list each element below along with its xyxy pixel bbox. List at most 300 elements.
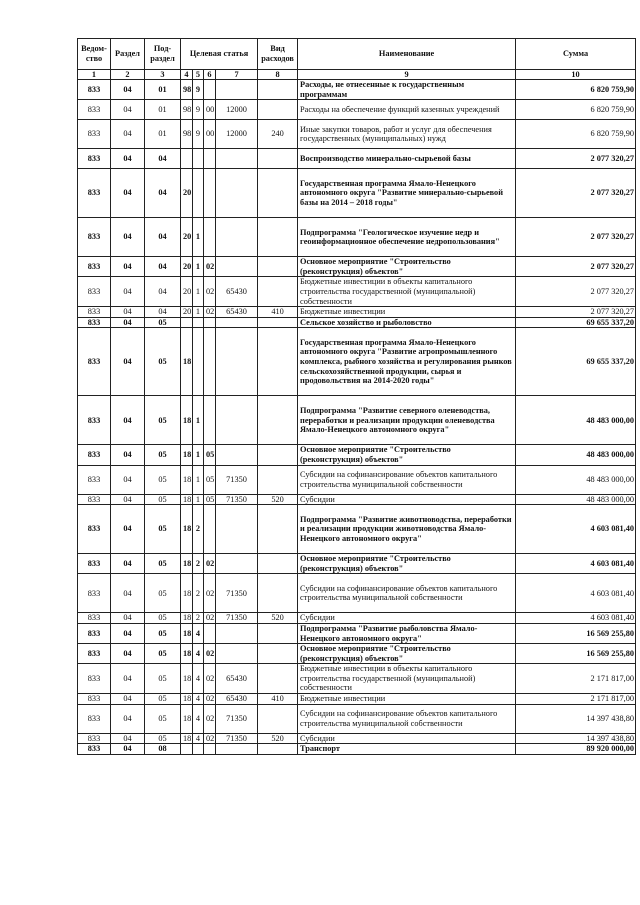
cell-podrazdel: 04 — [145, 277, 181, 307]
table-row — [78, 505, 636, 554]
cell-ved: 833 — [78, 613, 111, 624]
cell-vid: 520 — [258, 494, 298, 505]
cell-sum: 2 171 817,00 — [516, 694, 636, 705]
cell-cs-a: 18 — [181, 694, 193, 705]
table-row — [78, 445, 636, 465]
cell-name: Подпрограмма "Развитие рыболовства Ямало-Ненецкого автономного округа" — [298, 623, 516, 643]
cell-sum: 4 603 081,40 — [516, 613, 636, 624]
cell-cs-a: 18 — [181, 704, 193, 733]
cell-cs-a: 20 — [181, 169, 193, 218]
cell-name: Воспроизводство минерально-сырьевой базы — [298, 149, 516, 169]
cell-cs-a — [181, 149, 193, 169]
cell-podrazdel: 04 — [145, 149, 181, 169]
cell-cs-a: 18 — [181, 664, 193, 694]
cell-ved: 833 — [78, 664, 111, 694]
cell-cs-c — [204, 169, 216, 218]
cell-cs-d: 71350 — [216, 613, 258, 624]
cell-razdel: 04 — [111, 80, 145, 100]
cell-cs-a: 18 — [181, 465, 193, 494]
cell-cs-c: 02 — [204, 704, 216, 733]
colnum: 7 — [216, 70, 258, 80]
cell-sum: 2 077 320,27 — [516, 277, 636, 307]
cell-razdel: 04 — [111, 317, 145, 328]
cell-podrazdel: 05 — [145, 465, 181, 494]
cell-sum: 2 077 320,27 — [516, 257, 636, 277]
table-row — [78, 644, 636, 664]
cell-cs-c: 02 — [204, 694, 216, 705]
cell-cs-b: 1 — [193, 396, 204, 445]
cell-vid — [258, 149, 298, 169]
cell-name: Субсидии — [298, 613, 516, 624]
cell-cs-d: 12000 — [216, 120, 258, 149]
cell-podrazdel: 05 — [145, 613, 181, 624]
table-row — [78, 218, 636, 257]
header-razdel: Раздел — [111, 39, 145, 70]
cell-vid — [258, 100, 298, 120]
cell-cs-c: 05 — [204, 445, 216, 465]
cell-vid — [258, 169, 298, 218]
cell-cs-c — [204, 149, 216, 169]
cell-razdel: 04 — [111, 218, 145, 257]
cell-cs-c: 02 — [204, 307, 216, 318]
cell-cs-d — [216, 149, 258, 169]
cell-ved: 833 — [78, 733, 111, 744]
table-row — [78, 100, 636, 120]
cell-cs-b: 2 — [193, 613, 204, 624]
cell-cs-a — [181, 744, 193, 755]
cell-cs-c: 02 — [204, 733, 216, 744]
table-row — [78, 574, 636, 613]
cell-name: Основное мероприятие "Строительство (реконструкция) объектов" — [298, 445, 516, 465]
cell-podrazdel: 05 — [145, 574, 181, 613]
table-row — [78, 733, 636, 744]
cell-cs-d: 71350 — [216, 494, 258, 505]
cell-cs-a: 18 — [181, 328, 193, 396]
cell-ved: 833 — [78, 465, 111, 494]
cell-name: Основное мероприятие "Строительство (реконструкция) объектов" — [298, 257, 516, 277]
cell-razdel: 04 — [111, 704, 145, 733]
cell-podrazdel: 05 — [145, 317, 181, 328]
cell-vid — [258, 554, 298, 574]
cell-sum: 2 077 320,27 — [516, 169, 636, 218]
cell-cs-a: 20 — [181, 277, 193, 307]
cell-sum: 4 603 081,40 — [516, 505, 636, 554]
cell-cs-d — [216, 80, 258, 100]
cell-razdel: 04 — [111, 554, 145, 574]
cell-sum: 6 820 759,90 — [516, 100, 636, 120]
cell-ved: 833 — [78, 80, 111, 100]
colnum: 8 — [258, 70, 298, 80]
cell-podrazdel: 05 — [145, 445, 181, 465]
cell-cs-a: 20 — [181, 218, 193, 257]
cell-name: Основное мероприятие "Строительство (реконструкция) объектов" — [298, 644, 516, 664]
cell-cs-c: 05 — [204, 465, 216, 494]
header-ved: Ведом-ство — [78, 39, 111, 70]
cell-razdel: 04 — [111, 169, 145, 218]
table-row — [78, 396, 636, 445]
budget-page — [77, 38, 635, 755]
cell-cs-a: 20 — [181, 257, 193, 277]
cell-vid — [258, 396, 298, 445]
cell-cs-d — [216, 445, 258, 465]
cell-razdel: 04 — [111, 574, 145, 613]
cell-vid — [258, 505, 298, 554]
cell-cs-b: 1 — [193, 218, 204, 257]
table-row — [78, 149, 636, 169]
cell-vid — [258, 465, 298, 494]
cell-razdel: 04 — [111, 120, 145, 149]
cell-ved: 833 — [78, 505, 111, 554]
table-row — [78, 744, 636, 755]
cell-ved: 833 — [78, 623, 111, 643]
cell-cs-c: 05 — [204, 494, 216, 505]
cell-cs-a: 18 — [181, 574, 193, 613]
cell-sum: 2 077 320,27 — [516, 218, 636, 257]
cell-cs-d — [216, 644, 258, 664]
cell-cs-d — [216, 257, 258, 277]
colnum: 5 — [193, 70, 204, 80]
cell-cs-c: 02 — [204, 554, 216, 574]
cell-name: Иные закупки товаров, работ и услуг для обеспечения государственных (муниципальных) нужд — [298, 120, 516, 149]
cell-cs-c: 00 — [204, 120, 216, 149]
table-row — [78, 664, 636, 694]
cell-name: Государственная программа Ямало-Ненецкого автономного округа "Развитие минерально-сырьевой базы на 2014 – 2018 годы" — [298, 169, 516, 218]
cell-ved: 833 — [78, 744, 111, 755]
cell-ved: 833 — [78, 328, 111, 396]
cell-cs-a: 20 — [181, 307, 193, 318]
cell-sum: 2 171 817,00 — [516, 664, 636, 694]
cell-cs-d — [216, 623, 258, 643]
cell-ved: 833 — [78, 277, 111, 307]
cell-cs-b: 4 — [193, 664, 204, 694]
cell-sum: 69 655 337,20 — [516, 328, 636, 396]
cell-cs-b — [193, 169, 204, 218]
cell-razdel: 04 — [111, 694, 145, 705]
cell-razdel: 04 — [111, 277, 145, 307]
cell-razdel: 04 — [111, 733, 145, 744]
cell-sum: 48 483 000,00 — [516, 494, 636, 505]
colnum: 9 — [298, 70, 516, 80]
cell-podrazdel: 05 — [145, 733, 181, 744]
cell-podrazdel: 05 — [145, 554, 181, 574]
header-vid: Вид расходов — [258, 39, 298, 70]
cell-cs-c — [204, 623, 216, 643]
cell-vid: 520 — [258, 613, 298, 624]
cell-cs-d — [216, 218, 258, 257]
cell-cs-b — [193, 744, 204, 755]
cell-vid — [258, 744, 298, 755]
cell-vid: 410 — [258, 694, 298, 705]
cell-cs-b: 9 — [193, 100, 204, 120]
cell-cs-d: 71350 — [216, 574, 258, 613]
cell-cs-c: 02 — [204, 257, 216, 277]
cell-cs-c — [204, 396, 216, 445]
cell-podrazdel: 05 — [145, 623, 181, 643]
cell-ved: 833 — [78, 257, 111, 277]
cell-podrazdel: 05 — [145, 664, 181, 694]
cell-ved: 833 — [78, 120, 111, 149]
cell-podrazdel: 05 — [145, 505, 181, 554]
cell-sum: 48 483 000,00 — [516, 396, 636, 445]
table-row — [78, 704, 636, 733]
table-row — [78, 465, 636, 494]
cell-cs-d — [216, 554, 258, 574]
cell-ved: 833 — [78, 396, 111, 445]
colnum: 2 — [111, 70, 145, 80]
cell-cs-a: 18 — [181, 733, 193, 744]
cell-name: Субсидии на софинансирование объектов капитального строительства муниципальной собственности — [298, 704, 516, 733]
cell-cs-d: 71350 — [216, 704, 258, 733]
cell-podrazdel: 04 — [145, 257, 181, 277]
cell-ved: 833 — [78, 445, 111, 465]
cell-podrazdel: 04 — [145, 218, 181, 257]
cell-vid — [258, 704, 298, 733]
cell-name: Подпрограмма "Развитие животноводства, переработки и реализации продукции животноводства Ямало-Ненецкого автономного округа" — [298, 505, 516, 554]
cell-cs-b: 2 — [193, 574, 204, 613]
cell-podrazdel: 04 — [145, 169, 181, 218]
cell-name: Субсидии на софинансирование объектов капитального строительства муниципальной собственности — [298, 465, 516, 494]
cell-razdel: 04 — [111, 623, 145, 643]
cell-vid: 410 — [258, 307, 298, 318]
cell-sum: 4 603 081,40 — [516, 574, 636, 613]
cell-podrazdel: 05 — [145, 396, 181, 445]
cell-cs-b: 2 — [193, 554, 204, 574]
colnum: 4 — [181, 70, 193, 80]
cell-name: Основное мероприятие "Строительство (реконструкция) объектов" — [298, 554, 516, 574]
cell-name: Субсидии на софинансирование объектов капитального строительства муниципальной собственности — [298, 574, 516, 613]
table-row — [78, 694, 636, 705]
colnum: 3 — [145, 70, 181, 80]
cell-cs-c: 00 — [204, 100, 216, 120]
cell-razdel: 04 — [111, 396, 145, 445]
header-celevaya: Целевая статья — [181, 39, 258, 70]
cell-name: Транспорт — [298, 744, 516, 755]
cell-sum: 2 077 320,27 — [516, 149, 636, 169]
cell-podrazdel: 01 — [145, 100, 181, 120]
cell-cs-d: 12000 — [216, 100, 258, 120]
cell-vid — [258, 257, 298, 277]
cell-cs-d — [216, 169, 258, 218]
cell-cs-d: 71350 — [216, 733, 258, 744]
cell-cs-c — [204, 80, 216, 100]
cell-cs-c: 02 — [204, 664, 216, 694]
cell-vid — [258, 445, 298, 465]
cell-cs-a: 18 — [181, 494, 193, 505]
table-row — [78, 494, 636, 505]
cell-ved: 833 — [78, 307, 111, 318]
cell-razdel: 04 — [111, 328, 145, 396]
cell-cs-d — [216, 317, 258, 328]
colnum: 10 — [516, 70, 636, 80]
colnum: 1 — [78, 70, 111, 80]
cell-razdel: 04 — [111, 100, 145, 120]
colnum: 6 — [204, 70, 216, 80]
cell-vid — [258, 623, 298, 643]
cell-cs-d: 65430 — [216, 694, 258, 705]
cell-cs-c — [204, 328, 216, 396]
cell-cs-b: 1 — [193, 277, 204, 307]
cell-podrazdel: 05 — [145, 644, 181, 664]
cell-cs-d — [216, 396, 258, 445]
cell-vid — [258, 328, 298, 396]
cell-sum: 6 820 759,90 — [516, 120, 636, 149]
cell-cs-d: 65430 — [216, 307, 258, 318]
cell-podrazdel: 05 — [145, 704, 181, 733]
cell-cs-a: 18 — [181, 644, 193, 664]
cell-cs-b: 4 — [193, 623, 204, 643]
cell-razdel: 04 — [111, 149, 145, 169]
cell-vid: 520 — [258, 733, 298, 744]
cell-name: Бюджетные инвестиции — [298, 694, 516, 705]
cell-ved: 833 — [78, 317, 111, 328]
cell-name: Бюджетные инвестиции — [298, 307, 516, 318]
header-row — [78, 39, 636, 70]
cell-cs-b: 1 — [193, 465, 204, 494]
table-row — [78, 328, 636, 396]
cell-razdel: 04 — [111, 613, 145, 624]
cell-razdel: 04 — [111, 664, 145, 694]
cell-sum: 4 603 081,40 — [516, 554, 636, 574]
cell-cs-c — [204, 317, 216, 328]
cell-ved: 833 — [78, 694, 111, 705]
cell-name: Подпрограмма "Геологическое изучение недр и геоинформационное обеспечение недропользования" — [298, 218, 516, 257]
cell-cs-b — [193, 328, 204, 396]
cell-cs-d: 71350 — [216, 465, 258, 494]
cell-ved: 833 — [78, 554, 111, 574]
cell-cs-a: 98 — [181, 80, 193, 100]
cell-vid: 240 — [258, 120, 298, 149]
cell-sum: 48 483 000,00 — [516, 445, 636, 465]
cell-cs-b: 4 — [193, 644, 204, 664]
budget-table — [77, 38, 636, 755]
cell-ved: 833 — [78, 704, 111, 733]
table-row — [78, 257, 636, 277]
cell-cs-d: 65430 — [216, 277, 258, 307]
table-row — [78, 169, 636, 218]
cell-sum: 69 655 337,20 — [516, 317, 636, 328]
cell-vid — [258, 277, 298, 307]
cell-podrazdel: 04 — [145, 307, 181, 318]
cell-name: Государственная программа Ямало-Ненецкого автономного округа "Развитие агропромышленного комплекса, рыбного хозяйства и регулирования рынков сельскохозяйственной продукции, сырья и продовольствия на 2014-2020 годы" — [298, 328, 516, 396]
table-row — [78, 554, 636, 574]
cell-name: Сельское хозяйство и рыболовство — [298, 317, 516, 328]
cell-cs-a: 98 — [181, 120, 193, 149]
cell-cs-b: 4 — [193, 733, 204, 744]
cell-cs-a: 18 — [181, 623, 193, 643]
table-row — [78, 80, 636, 100]
cell-podrazdel: 05 — [145, 328, 181, 396]
cell-vid — [258, 317, 298, 328]
cell-cs-a: 98 — [181, 100, 193, 120]
cell-razdel: 04 — [111, 465, 145, 494]
cell-name: Субсидии — [298, 733, 516, 744]
cell-sum: 16 569 255,80 — [516, 623, 636, 643]
cell-cs-d: 65430 — [216, 664, 258, 694]
cell-cs-a — [181, 317, 193, 328]
cell-cs-a: 18 — [181, 505, 193, 554]
cell-razdel: 04 — [111, 505, 145, 554]
cell-podrazdel: 05 — [145, 694, 181, 705]
cell-cs-b — [193, 149, 204, 169]
cell-ved: 833 — [78, 149, 111, 169]
cell-vid — [258, 664, 298, 694]
cell-name: Расходы на обеспечение функций казенных учреждений — [298, 100, 516, 120]
cell-name: Расходы, не отнесенные к государственным программам — [298, 80, 516, 100]
header-podrazdel: Под-раздел — [145, 39, 181, 70]
cell-sum: 16 569 255,80 — [516, 644, 636, 664]
cell-sum: 6 820 759,90 — [516, 80, 636, 100]
cell-cs-c: 02 — [204, 613, 216, 624]
cell-cs-d — [216, 505, 258, 554]
cell-cs-b: 1 — [193, 445, 204, 465]
cell-ved: 833 — [78, 494, 111, 505]
cell-ved: 833 — [78, 100, 111, 120]
cell-cs-b: 9 — [193, 120, 204, 149]
cell-vid — [258, 574, 298, 613]
cell-razdel: 04 — [111, 494, 145, 505]
cell-cs-c: 02 — [204, 574, 216, 613]
cell-cs-a: 18 — [181, 554, 193, 574]
cell-cs-c — [204, 505, 216, 554]
header-naim: Наименование — [298, 39, 516, 70]
cell-cs-c — [204, 218, 216, 257]
colnum-row — [78, 70, 636, 80]
cell-cs-b: 1 — [193, 257, 204, 277]
cell-cs-c — [204, 744, 216, 755]
table-row — [78, 277, 636, 307]
cell-sum: 14 397 438,80 — [516, 704, 636, 733]
cell-podrazdel: 01 — [145, 120, 181, 149]
cell-cs-a: 18 — [181, 445, 193, 465]
cell-name: Бюджетные инвестиции в объекты капитального строительства государственной (муниципальной) собственности — [298, 664, 516, 694]
cell-cs-d — [216, 328, 258, 396]
cell-razdel: 04 — [111, 644, 145, 664]
table-row — [78, 613, 636, 624]
cell-razdel: 04 — [111, 744, 145, 755]
cell-ved: 833 — [78, 644, 111, 664]
cell-cs-b: 2 — [193, 505, 204, 554]
cell-ved: 833 — [78, 574, 111, 613]
cell-cs-b: 4 — [193, 704, 204, 733]
cell-name: Бюджетные инвестиции в объекты капитального строительства государственной (муниципальной) собственности — [298, 277, 516, 307]
cell-cs-d — [216, 744, 258, 755]
cell-podrazdel: 08 — [145, 744, 181, 755]
cell-sum: 14 397 438,80 — [516, 733, 636, 744]
cell-cs-a: 18 — [181, 613, 193, 624]
cell-vid — [258, 218, 298, 257]
table-body — [78, 80, 636, 755]
cell-vid — [258, 80, 298, 100]
cell-ved: 833 — [78, 169, 111, 218]
cell-name: Подпрограмма "Развитие северного оленеводства, переработки и реализации продукции оленеводства Ямало-Ненецкого автономного округа" — [298, 396, 516, 445]
cell-sum: 2 077 320,27 — [516, 307, 636, 318]
cell-cs-b: 9 — [193, 80, 204, 100]
cell-razdel: 04 — [111, 257, 145, 277]
cell-sum: 48 483 000,00 — [516, 465, 636, 494]
cell-name: Субсидии — [298, 494, 516, 505]
cell-podrazdel: 01 — [145, 80, 181, 100]
cell-ved: 833 — [78, 218, 111, 257]
cell-razdel: 04 — [111, 307, 145, 318]
cell-cs-b: 1 — [193, 307, 204, 318]
cell-cs-c: 02 — [204, 644, 216, 664]
table-row — [78, 307, 636, 318]
table-row — [78, 623, 636, 643]
cell-vid — [258, 644, 298, 664]
cell-cs-c: 02 — [204, 277, 216, 307]
table-row — [78, 317, 636, 328]
cell-razdel: 04 — [111, 445, 145, 465]
